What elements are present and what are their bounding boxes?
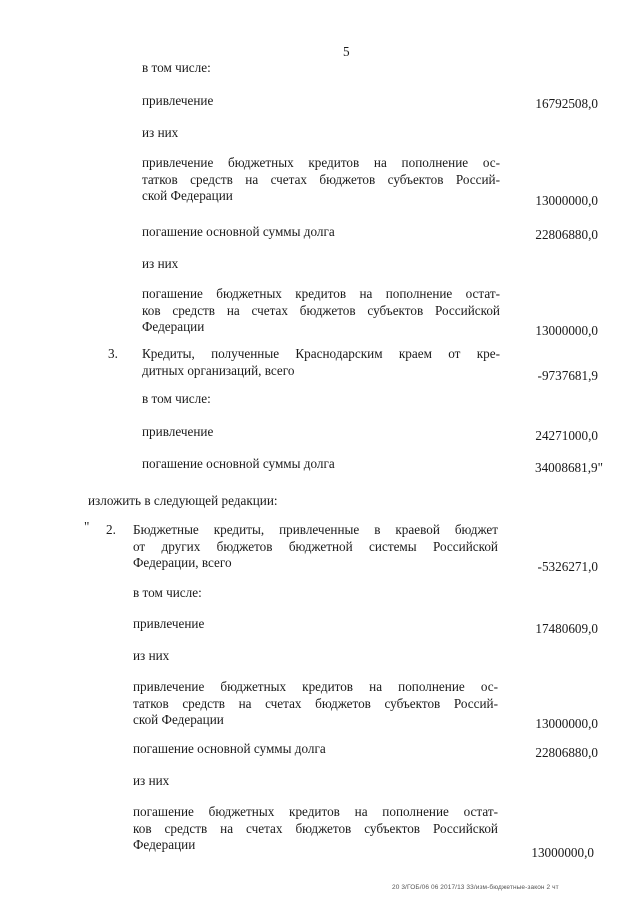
privlechenie-value: 16792508,0 [535, 96, 598, 111]
v-tom-chisle-label: в том числе: [142, 60, 211, 75]
iz-nih-label-2: из них [142, 256, 179, 271]
item-3-pogashenie-value: 34008681,9" [534, 460, 603, 475]
transition-text: изложить в следующей редакции: [88, 493, 278, 508]
item-2-pogashenie-value: 22806880,0 [535, 745, 598, 760]
footer-file-path: 20 3/ГОБ/06 06 2017/13 33/изм-бюджетные-закон 2 чт [392, 884, 559, 891]
item-2-privlechenie-label: привлечение [133, 616, 205, 631]
item-2-title: Бюджетные кредиты, привлеченные в краевой бюджет от других бюджетов бюджетной системы Российской Федерации, всего [133, 522, 498, 570]
item-3-privlechenie-value: 24271000,0 [535, 428, 598, 443]
item-3-privlechenie-label: привлечение [142, 424, 214, 439]
item-2-pogashenie-label: погашение основной суммы долга [133, 741, 326, 756]
item-3-v-tom-chisle: в том числе: [142, 391, 211, 406]
item-3-title: Кредиты, полученные Краснодарским краем от кре- дитных организаций, всего [142, 346, 500, 378]
item-2-privlechenie-kredit-value: 13000000,0 [535, 716, 598, 731]
item-2-iz-nih-label: из них [133, 648, 170, 663]
item-2-open-quote: " [84, 519, 90, 534]
pogashenie-label: погашение основной суммы долга [142, 224, 335, 239]
iz-nih-label: из них [142, 125, 179, 140]
item-3-total-value: -9737681,9 [537, 368, 598, 383]
privlechenie-label: привлечение [142, 93, 214, 108]
item-2-total-value: -5326271,0 [537, 559, 598, 574]
item-2-pogashenie-kredit-value: 13000000,0 [531, 845, 594, 860]
item-2-pogashenie-kredit-text: погашение бюджетных кредитов на пополнение остат- ков средств на счетах бюджетов субъектов Российской Федерации [133, 804, 498, 852]
page-number: 5 [343, 44, 350, 59]
item-2-iz-nih-label-2: из них [133, 773, 170, 788]
item-2-privlechenie-value: 17480609,0 [535, 621, 598, 636]
item-2-v-tom-chisle: в том числе: [133, 585, 202, 600]
item-2-privlechenie-kredit-text: привлечение бюджетных кредитов на пополнение ос- татков средств на счетах бюджетов субъектов Россий- ской Федерации [133, 679, 498, 727]
privlechenie-kredit-text: привлечение бюджетных кредитов на пополнение ос- татков средств на счетах бюджетов субъектов Россий- ской Федерации [142, 155, 500, 203]
item-3-number: 3. [108, 346, 118, 361]
pogashenie-value: 22806880,0 [535, 227, 598, 242]
pogashenie-kredit-value: 13000000,0 [535, 323, 598, 338]
privlechenie-kredit-value: 13000000,0 [535, 193, 598, 208]
item-3-pogashenie-label: погашение основной суммы долга [142, 456, 335, 471]
item-2-number: 2. [106, 522, 116, 537]
pogashenie-kredit-text: погашение бюджетных кредитов на пополнение остат- ков средств на счетах бюджетов субъектов Российской Федерации [142, 286, 500, 334]
